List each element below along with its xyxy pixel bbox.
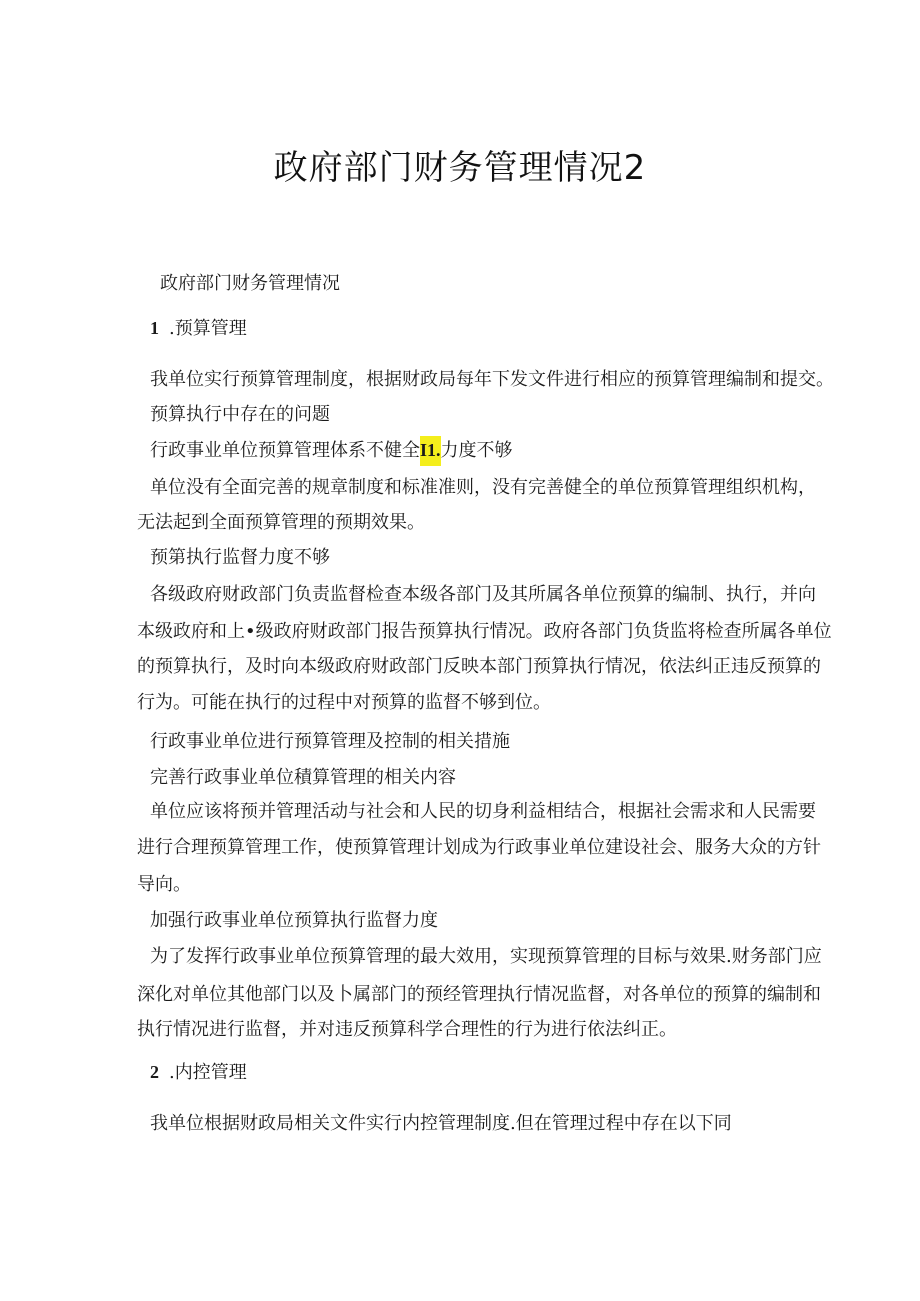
paragraph-supervision-line-2: 本级政府和上•级政府财政部门报告预算执行情况。政府各部门负货监将检查所属各单位	[137, 621, 832, 642]
heading-problems: 预算执行中存在的问题	[150, 404, 330, 425]
section-2-number: 2	[150, 1062, 159, 1082]
heading-improve: 完善行政事业单位積算管理的相关内容	[150, 767, 456, 788]
paragraph-supervision-line-3: 的预算执行，及时向本级政府财政部门反映本部门预算执行情况，依法纠正违反预算的	[137, 656, 821, 677]
paragraph-improve-line-1: 单位应该将预并管理活动与社会和人民的切身利益相结合，根据社会需求和人民需要	[150, 801, 816, 822]
paragraph-supervision-line-1: 各级政府财政部门负责监督检查本级各部门及其所属各单位预算的编制、执行，并向	[150, 584, 816, 605]
highlighted-marker: I1.	[420, 436, 441, 466]
heading-measures: 行政事业单位进行预算管理及控制的相关措施	[150, 731, 510, 752]
paragraph-improve-line-3: 导向。	[137, 874, 191, 895]
document-subtitle: 政府部门财务管理情况	[160, 273, 340, 294]
section-2-title: .内控管理	[169, 1062, 247, 1083]
paragraph-internal-control: 我单位根据财政局相关文件实行内控管理制度.但在管理过程中存在以下同	[150, 1113, 732, 1134]
paragraph-improve-line-2: 进行合理预算管理工作，使预算管理计划成为行政事业单位建设社会、服务大众的方针	[137, 837, 821, 858]
paragraph-budget-system: 我单位实行预算管理制度，根据财政局每年下发文件进行相应的预算管理编制和提交。	[150, 369, 834, 390]
section-2-heading	[150, 1060, 247, 1085]
heading-system-text-b: 力度不够	[440, 440, 513, 461]
heading-strengthen: 加强行政事业单位预算执行监督力度	[150, 910, 438, 931]
paragraph-strengthen-line-3: 执行情况进行监督，并对违反预算科学合理性的行为进行依法纠正。	[137, 1019, 677, 1040]
paragraph-supervision-line-4: 行为。可能在执行的过程中对预算的监督不够到位。	[137, 692, 551, 713]
paragraph-strengthen-line-2: 深化对单位其他部门以及卜属部门的预经管理执行情况监督，对各单位的预算的编制和	[137, 984, 821, 1005]
section-1-number: 1	[150, 318, 159, 338]
paragraph-rules-line-1: 单位没有全面完善的规章制度和标准准则，没有完善健全的单位预算管理组织机构，	[150, 477, 816, 498]
section-1-title: .预算管理	[169, 318, 247, 339]
heading-system-text-a: 行政事业单位预算管理体系不健全	[150, 440, 420, 461]
heading-supervision: 预第执行监督力度不够	[150, 547, 330, 568]
heading-system-incomplete	[150, 438, 513, 463]
paragraph-rules-line-2: 无法起到全面预算管理的预期效果。	[137, 512, 425, 533]
document-title: 政府部门财务管理情况2	[273, 148, 647, 188]
paragraph-strengthen-line-1: 为了发挥行政事业单位预算管理的最大效用，实现预算管理的目标与效果.财务部门应	[150, 946, 822, 967]
section-1-heading	[150, 316, 247, 341]
